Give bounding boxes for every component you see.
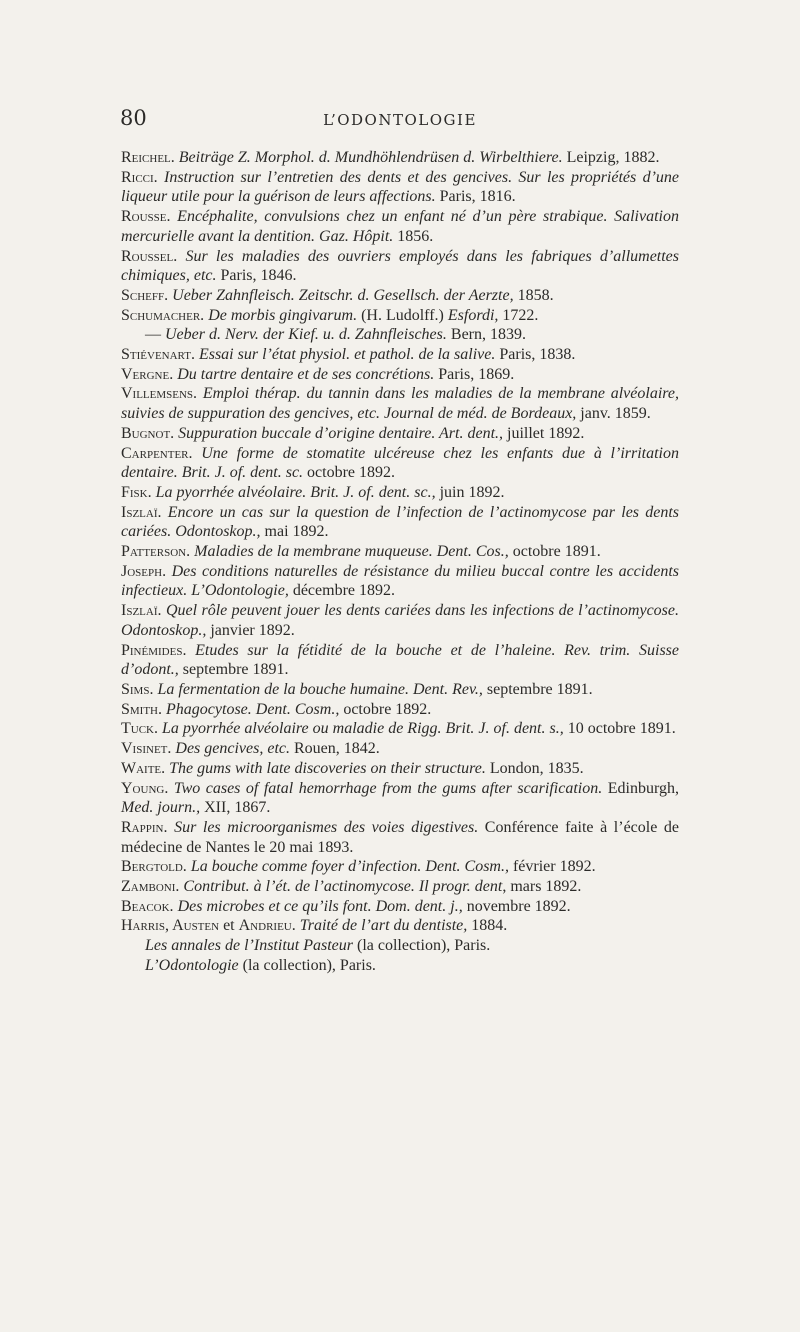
reference-details: 1856. xyxy=(393,227,434,245)
reference-entry xyxy=(121,247,679,286)
reference-details: décembre 1892. xyxy=(288,582,395,600)
reference-author: — xyxy=(145,326,161,344)
reference-details: septembre 1891. xyxy=(482,680,593,698)
reference-author: Iszlaï. xyxy=(121,503,162,521)
reference-details: juin 1892. xyxy=(435,483,505,501)
reference-title: Ueber d. Nerv. der Kief. u. d. Zahnfleisches. xyxy=(165,326,447,344)
reference-author: Visinet. xyxy=(121,740,172,758)
reference-entry xyxy=(121,424,679,444)
reference-entry xyxy=(121,562,679,601)
reference-entry xyxy=(121,897,679,917)
reference-title: Les annales de l’Institut Pasteur xyxy=(145,937,353,955)
reference-title: Encéphalite, convulsions chez un enfant né d’un père strabique. Salivation mercurielle avant la dentition. Gaz. Hôpit. xyxy=(121,208,679,245)
reference-entry xyxy=(121,680,679,700)
reference-details: Paris, 1838. xyxy=(495,346,576,364)
reference-details: (la collection), Paris. xyxy=(238,956,376,974)
reference-details: Paris, 1869. xyxy=(434,365,515,383)
reference-details: (la collection), Paris. xyxy=(352,937,491,955)
reference-details: et xyxy=(219,917,239,935)
reference-entry xyxy=(121,916,679,936)
reference-entry xyxy=(121,641,679,680)
reference-title: L’Odontologie xyxy=(145,956,239,974)
reference-title: Maladies de la membrane muqueuse. Dent. Cos., xyxy=(194,543,509,561)
reference-details: Paris, 1816. xyxy=(435,188,516,206)
reference-entry xyxy=(121,286,679,306)
reference-title: Ueber Zahnfleisch. Zeitschr. d. Gesellsch. der Aerzte, xyxy=(172,286,514,304)
reference-title: Sur les microorganismes des voies digestives. xyxy=(174,818,479,836)
reference-entry xyxy=(121,739,679,759)
reference-author: Iszlaï. xyxy=(121,602,162,620)
reference-author: Villemsens. xyxy=(121,385,198,403)
reference-author: Rousse. xyxy=(121,208,171,226)
reference-entry xyxy=(121,483,679,503)
reference-author: Bugnot. xyxy=(121,424,175,442)
bibliography-list xyxy=(121,148,679,976)
reference-title: The gums with late discoveries on their structure. xyxy=(169,759,486,777)
reference-title: Phagocytose. Dent. Cosm., xyxy=(166,700,340,718)
reference-entry xyxy=(121,345,679,365)
reference-entry xyxy=(121,325,679,345)
reference-title: Des gencives, etc. xyxy=(175,740,290,758)
reference-title: La bouche comme foyer d’infection. Dent. Cosm., xyxy=(190,858,509,876)
reference-details: Conférence faite à l’école de médecine de Nantes le 20 mai 1893. xyxy=(121,818,680,856)
reference-author: Pinémides. xyxy=(121,641,187,659)
reference-entry xyxy=(121,759,679,779)
reference-title: Beiträge Z. Morphol. d. Mundhöhlendrüsen d. Wirbelthiere. xyxy=(178,149,563,166)
reference-title: La pyorrhée alvéolaire ou maladie de Rigg. Brit. J. of. dent. s., xyxy=(162,720,564,738)
reference-author: Smith. xyxy=(121,700,163,718)
reference-entry xyxy=(121,306,679,326)
reference-title: Quel rôle peuvent jouer les dents cariées dans les infections de l’actinomycose. Odontoskop., xyxy=(121,602,680,639)
reference-author: Roussel. xyxy=(121,247,178,265)
reference-details: novembre 1892. xyxy=(462,897,571,915)
reference-entry xyxy=(121,857,679,877)
reference-details: 10 octobre 1891. xyxy=(563,720,676,738)
reference-author: Ricci. xyxy=(121,168,158,186)
reference-title: Encore un cas sur la question de l’infection de l’actinomycose par les dents cariées. Odontoskop., xyxy=(121,503,680,541)
reference-details: 1858. xyxy=(513,286,554,304)
reference-author: Tuck. xyxy=(121,720,158,738)
reference-details: 1884. xyxy=(467,917,508,935)
reference-author: Vergne. xyxy=(121,365,174,383)
running-title: L’ODONTOLOGIE xyxy=(323,111,477,129)
reference-details: janv. 1859. xyxy=(576,405,651,423)
reference-author: Schumacher. xyxy=(121,306,205,324)
reference-title: Etudes sur la fétidité de la bouche et de l’haleine. Rev. trim. Suisse d’odont., xyxy=(121,641,679,679)
reference-author: Young. xyxy=(121,779,169,797)
reference-author: Andrieu. xyxy=(238,917,296,935)
reference-entry xyxy=(121,779,679,818)
reference-details: Leipzig, 1882. xyxy=(562,149,660,166)
reference-title: La fermentation de la bouche humaine. Dent. Rev., xyxy=(157,680,483,698)
reference-author: Reichel. xyxy=(121,149,175,166)
reference-title: De morbis gingivarum. xyxy=(208,306,358,324)
reference-author: Zamboni. xyxy=(121,878,180,896)
reference-title: Des microbes et ce qu’ils font. Dom. dent. j., xyxy=(177,897,463,915)
reference-author: Stiévenart. xyxy=(121,346,195,364)
reference-details: juillet 1892. xyxy=(503,424,585,442)
reference-entry xyxy=(121,168,679,207)
page-number: 80 xyxy=(120,106,147,130)
reference-entry xyxy=(121,444,679,483)
reference-entry xyxy=(121,936,679,956)
reference-title: Suppuration buccale d’origine dentaire. Art. dent., xyxy=(178,424,504,442)
reference-title: Two cases of fatal hemorrhage from the gums after scarification. xyxy=(173,779,603,797)
reference-details: Bern, 1839. xyxy=(446,326,526,344)
reference-entry xyxy=(121,601,679,640)
reference-title: Esfordi, xyxy=(447,306,499,324)
reference-title: Des conditions naturelles de résistance du milieu buccal contre les accidents infectieux. L’Odontologie, xyxy=(121,562,680,600)
reference-details: Paris, 1846. xyxy=(216,267,297,285)
reference-entry xyxy=(121,818,679,857)
reference-entry xyxy=(121,384,679,423)
reference-title: Instruction sur l’entretien des dents et des gencives. Sur les propriétés d’une liqueur utile pour la guérison de leurs affections. xyxy=(121,168,679,206)
reference-details: octobre 1891. xyxy=(508,543,601,561)
reference-author: Sims. xyxy=(121,680,154,698)
reference-title: Essai sur l’état physiol. et pathol. de la salive. xyxy=(198,346,496,364)
reference-entry xyxy=(121,877,679,897)
reference-author: Rappin. xyxy=(121,818,168,836)
reference-title: Du tartre dentaire et de ses concrétions. xyxy=(177,365,435,383)
reference-title: Emploi thérap. du tannin dans les maladies de la membrane alvéolaire, suivies de suppuration des gencives, etc. Journal de méd. de Bordeaux, xyxy=(121,385,680,423)
reference-details: mai 1892. xyxy=(260,523,329,541)
reference-entry xyxy=(121,700,679,720)
reference-author: Fisk. xyxy=(121,483,152,501)
reference-title: Med. journ., xyxy=(121,799,201,817)
reference-details: janvier 1892. xyxy=(206,621,295,639)
reference-title: Sur les maladies des ouvriers employés dans les fabriques d’allumettes chimiques, etc. xyxy=(121,247,680,285)
reference-author: Scheff. xyxy=(121,286,169,304)
reference-author: Patterson. xyxy=(121,543,191,561)
reference-author: Joseph. xyxy=(121,562,167,580)
reference-details: XII, 1867. xyxy=(200,799,271,817)
reference-author: Beacok. xyxy=(121,897,174,915)
reference-entry xyxy=(121,719,679,739)
reference-entry xyxy=(121,956,679,976)
reference-details: , mars 1892. xyxy=(502,878,582,896)
reference-details: février 1892. xyxy=(508,858,596,876)
reference-details: octobre 1892. xyxy=(303,464,396,482)
reference-title: Traité de l’art du dentiste, xyxy=(295,917,468,935)
reference-entry xyxy=(121,503,679,542)
reference-title: Contribut. à l’ét. de l’actinomycose. Il progr. dent xyxy=(183,878,503,896)
reference-entry xyxy=(121,207,679,246)
reference-entry xyxy=(121,542,679,562)
reference-details: Edinburgh, xyxy=(602,779,679,797)
reference-title: La pyorrhée alvéolaire. Brit. J. of. dent. sc., xyxy=(155,483,436,501)
reference-author: Waite. xyxy=(121,759,166,777)
reference-details: 1722. xyxy=(498,306,539,324)
reference-details: septembre 1891. xyxy=(178,661,289,679)
reference-entry xyxy=(121,148,679,168)
reference-details: London, 1835. xyxy=(485,759,584,777)
reference-details: (H. Ludolff.) xyxy=(357,306,448,324)
reference-author: Bergtold. xyxy=(121,858,187,876)
page-header xyxy=(120,106,680,136)
reference-author: Harris, Austen xyxy=(121,917,220,935)
reference-title: Une forme de stomatite ulcéreuse chez les enfants due à l’irritation dentaire. Brit. J. of. dent. sc. xyxy=(121,444,680,482)
reference-details: Rouen, 1842. xyxy=(290,740,380,758)
reference-details: octobre 1892. xyxy=(339,700,432,718)
reference-entry xyxy=(121,365,679,385)
reference-author: Carpenter. xyxy=(121,444,193,462)
